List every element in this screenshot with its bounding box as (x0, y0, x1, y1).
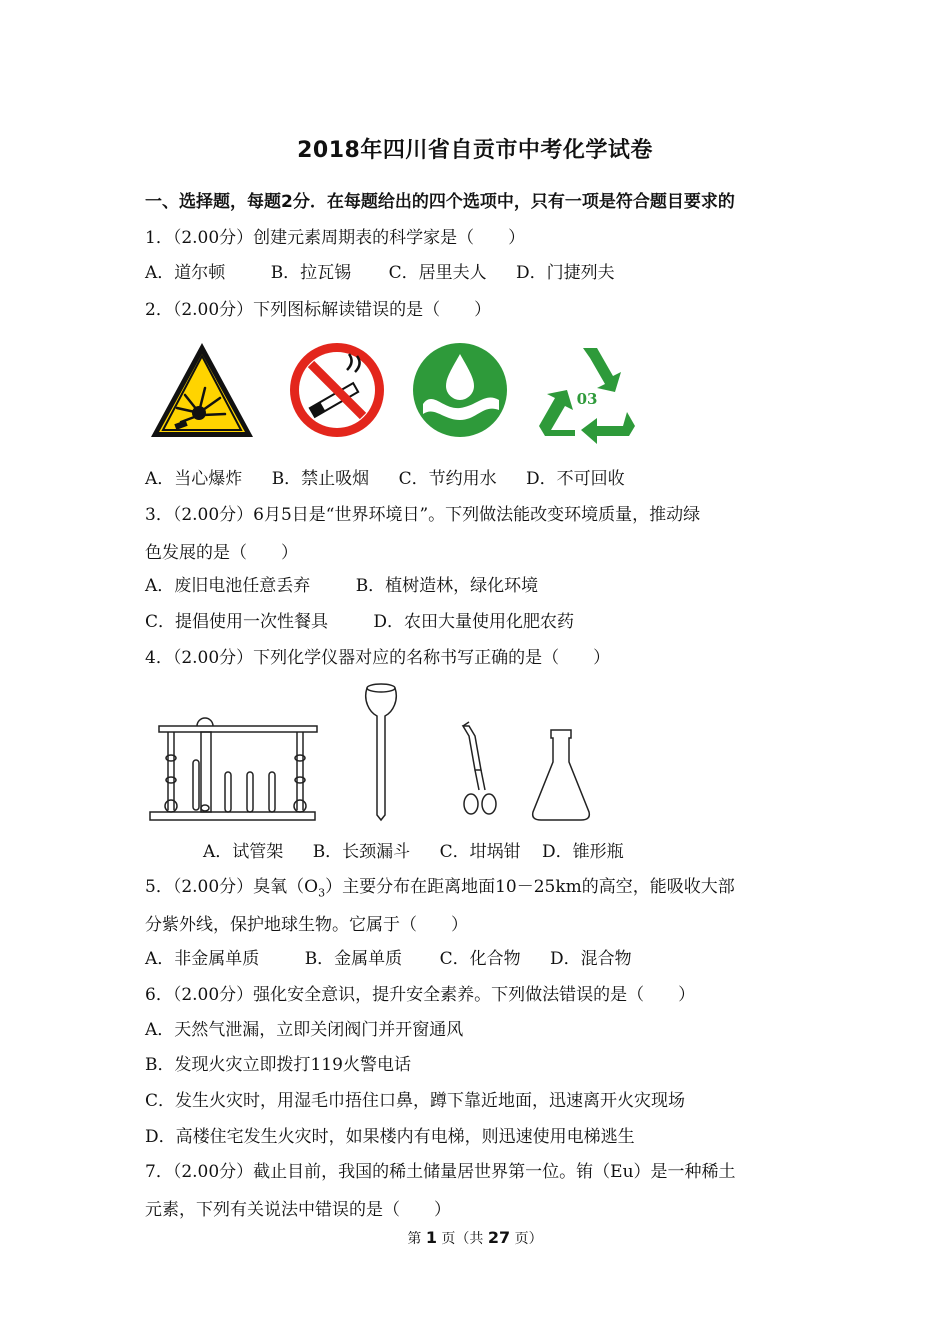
question-5-stem-line1 (145, 872, 735, 899)
recycle-number: 03 (576, 390, 598, 408)
footer-page-number: 1 (425, 1228, 437, 1247)
question-1-stem: 1．（2.00分）创建元素周期表的科学家是（ ） (145, 228, 526, 248)
option-a: A．当心爆炸 (145, 469, 243, 489)
recycle-icon (539, 348, 635, 444)
option-a: A．非金属单质 (145, 949, 260, 969)
question-7-stem-line1: 7．（2.00分）截止目前，我国的稀土储量居世界第一位。铕（Eu）是一种稀土 (145, 1162, 736, 1182)
option-b: B．植树造林，绿化环境 (355, 576, 539, 596)
option-c: C．节约用水 (398, 469, 497, 489)
test-tube-rack-icon (150, 718, 317, 820)
option-d: D．门捷列夫 (516, 263, 615, 283)
section-heading: 一、选择题，每题2分．在每题给出的四个选项中，只有一项是符合题目要求的 (145, 192, 735, 212)
footer-mid: 页（共 (436, 1231, 488, 1247)
option-c: C．提倡使用一次性餐具 (145, 612, 329, 632)
question-2-options (145, 464, 625, 489)
option-c: C．居里夫人 (388, 263, 487, 283)
lab-apparatus-figure (145, 680, 625, 830)
option-a: A．试管架 (203, 842, 284, 862)
footer-total-pages: 27 (487, 1228, 511, 1247)
q5-stem-pre: 5．（2.00分）臭氧（O (145, 877, 319, 897)
question-7-stem-line2: 元素，下列有关说法中错误的是（ ） (145, 1200, 451, 1220)
option-a: A．废旧电池任意丢弃 (145, 576, 311, 596)
page-footer (0, 1228, 950, 1248)
tongs-icon (463, 722, 496, 814)
option-d: D．锥形瓶 (542, 842, 624, 862)
question-5-stem-line2: 分紫外线，保护地球生物。它属于（ ） (145, 915, 468, 935)
conical-flask-icon (533, 730, 590, 820)
option-c: C．坩埚钳 (439, 842, 521, 862)
page-title: 2018年四川省自贡市中考化学试卷 (297, 138, 653, 163)
question-2-stem: 2．（2.00分）下列图标解读错误的是（ ） (145, 300, 492, 320)
question-6-option-d: D．高楼住宅发生火灾时，如果楼内有电梯，则迅速使用电梯逃生 (145, 1127, 635, 1147)
question-6-option-b: B．发现火灾立即拨打119火警电话 (145, 1055, 411, 1075)
option-b: B．长颈漏斗 (312, 842, 411, 862)
footer-pre: 第 (407, 1231, 426, 1247)
option-a: A．道尔顿 (145, 263, 226, 283)
question-5-options (145, 944, 632, 969)
question-3-stem-line2: 色发展的是（ ） (145, 543, 298, 563)
explosion-warning-icon (151, 343, 253, 437)
no-smoking-icon (290, 343, 384, 437)
question-6-stem: 6．（2.00分）强化安全意识，提升安全素养。下列做法错误的是（ ） (145, 985, 696, 1005)
option-b: B．拉瓦锡 (270, 263, 352, 283)
question-4-options (203, 837, 624, 862)
question-1-options (145, 258, 615, 283)
option-b: B．禁止吸烟 (271, 469, 370, 489)
question-6-option-c: C．发生火灾时，用湿毛巾捂住口鼻，蹲下靠近地面，迅速离开火灾现场 (145, 1091, 686, 1111)
question-3-options-row1 (145, 571, 538, 596)
option-c: C．化合物 (439, 949, 521, 969)
option-d: D．农田大量使用化肥农药 (373, 612, 575, 632)
water-saving-icon (413, 343, 507, 437)
question-6-option-a: A．天然气泄漏，立即关闭阀门并开窗通风 (145, 1020, 464, 1040)
option-b: B．金属单质 (304, 949, 403, 969)
footer-post: 页） (510, 1231, 543, 1247)
safety-icons (145, 340, 645, 445)
question-3-options-row2 (145, 607, 574, 632)
q5-subscript: 3 (318, 886, 326, 900)
funnel-icon (366, 684, 397, 820)
question-3-stem-line1: 3．（2.00分）6月5日是“世界环境日”。下列做法能改变环境质量，推动绿 (145, 505, 701, 525)
option-d: D．混合物 (550, 949, 632, 969)
option-d: D．不可回收 (526, 469, 625, 489)
q5-stem-post: ）主要分布在距离地面10－25km的高空，能吸收大部 (325, 877, 735, 897)
question-4-stem: 4．（2.00分）下列化学仪器对应的名称书写正确的是（ ） (145, 648, 611, 668)
